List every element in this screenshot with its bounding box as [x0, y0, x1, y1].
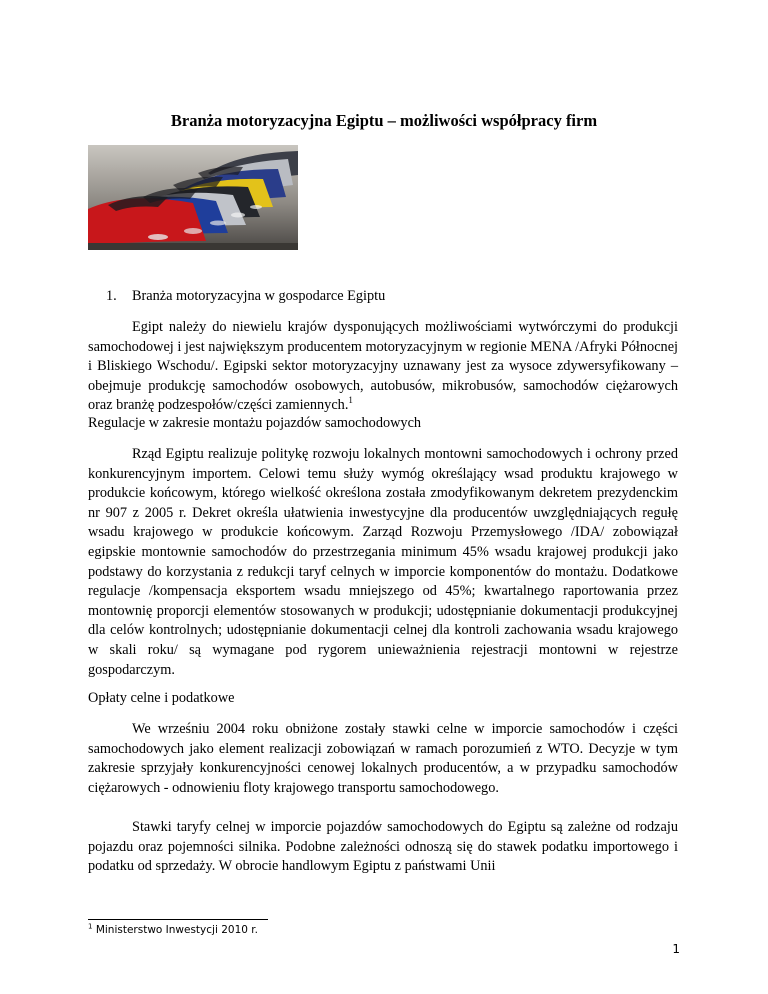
paragraph-customs-1 [88, 720, 678, 798]
section-1-heading [106, 288, 385, 305]
paragraph-customs-2 [88, 818, 678, 877]
car-lineup-photo [88, 145, 298, 250]
paragraph-customs-2-text: Stawki taryfy celnej w imporcie pojazdów samochodowych do Egiptu są zależne od rodzaju pojazdu oraz pojemności silnika. Podobne zależności odnoszą się do stawek podatku importowego i podatku od sprzedaży. W obrocie handlowym Egiptu z państwami Unii [88, 819, 678, 875]
footnote-number: 1 [88, 922, 93, 931]
subheading-assembly-regulations: Regulacje w zakresie montażu pojazdów samochodowych [88, 415, 422, 431]
paragraph-customs-1-text: We wrześniu 2004 roku obniżone zostały stawki celne w imporcie samochodów i części samochodowych jako element realizacji zobowiązań w ramach porozumień z WTO. Decyzje w tym zakresie sprzyjały konkurencyjności cenowej lokalnych producentów, a w przypadku samochodów ciężarowych - odnowieniu floty krajowego transportu samochodowego. [88, 721, 678, 796]
footnote-text: Ministerstwo Inwestycji 2010 r. [95, 924, 258, 936]
subheading-customs-fees: Opłaty celne i podatkowe [88, 690, 235, 706]
paragraph-intro-text: Egipt należy do niewielu krajów dysponujących możliwościami wytwórczymi do produkcji samochodowej i jest największym producentem motoryzacyjnym w regionie MENA /Afryki Północnej i Bliskiego Wschodu/. Egipski sektor motoryzacyjny uznawany jest za wysoce zdywersyfikowany – obejmuje produkcję samochodów osobowych, autobusów, mikrobusów, samochodów ciężarowych oraz branżę podzespołów/części zamiennych. [88, 319, 679, 414]
paragraph-intro [88, 318, 678, 416]
footnote [88, 924, 258, 936]
section-number: 1. [106, 288, 117, 304]
footnote-reference[interactable]: 1 [348, 395, 353, 406]
page-number: 1 [672, 942, 680, 956]
document-title: Branża motoryzacyjna Egiptu – możliwości współpracy firm [170, 111, 598, 130]
paragraph-assembly-regulations [88, 445, 678, 680]
footnote-divider [88, 919, 268, 920]
paragraph-assembly-text: Rząd Egiptu realizuje politykę rozwoju lokalnych montowni samochodowych i ochrony przed konkurencyjnym importem. Celowi temu służy wymóg określający wsad produktu krajowego w produkcie końcowym, którego wielkość określona została zmodyfikowanym dekretem prezydenckim nr 907 z 2005 r. Dekret określa ułatwienia inwestycyjne dla producentów uwzględniających regułę wsadu krajowego w produkcie końcowym. Zarząd Rozwoju Przemysłowego /IDA/ zobowiązał egipskie montownie samochodów do przestrzegania minimum 45% wsadu krajowej produkcji jako podstawy do korzystania z redukcji taryf celnych w imporcie komponentów do montażu. Dodatkowe regulacje /kompensacja eksportem wsadu mniejszego od 45%; kwartalnego raportowania przez montownię proporcji elementów stosowanych w produkcji; udostępnianie dokumentacji produkcyjnej dla celów kontrolnych; udostępnianie dokumentacji celnej dla kontroli zachowania wsadu krajowego w skali roku/ są wymagane pod rygorem unieważnienia rejestracji montowni w rejestrze gospodarczym. [88, 446, 678, 678]
section-title: Branża motoryzacyjna w gospodarce Egiptu [132, 288, 386, 304]
